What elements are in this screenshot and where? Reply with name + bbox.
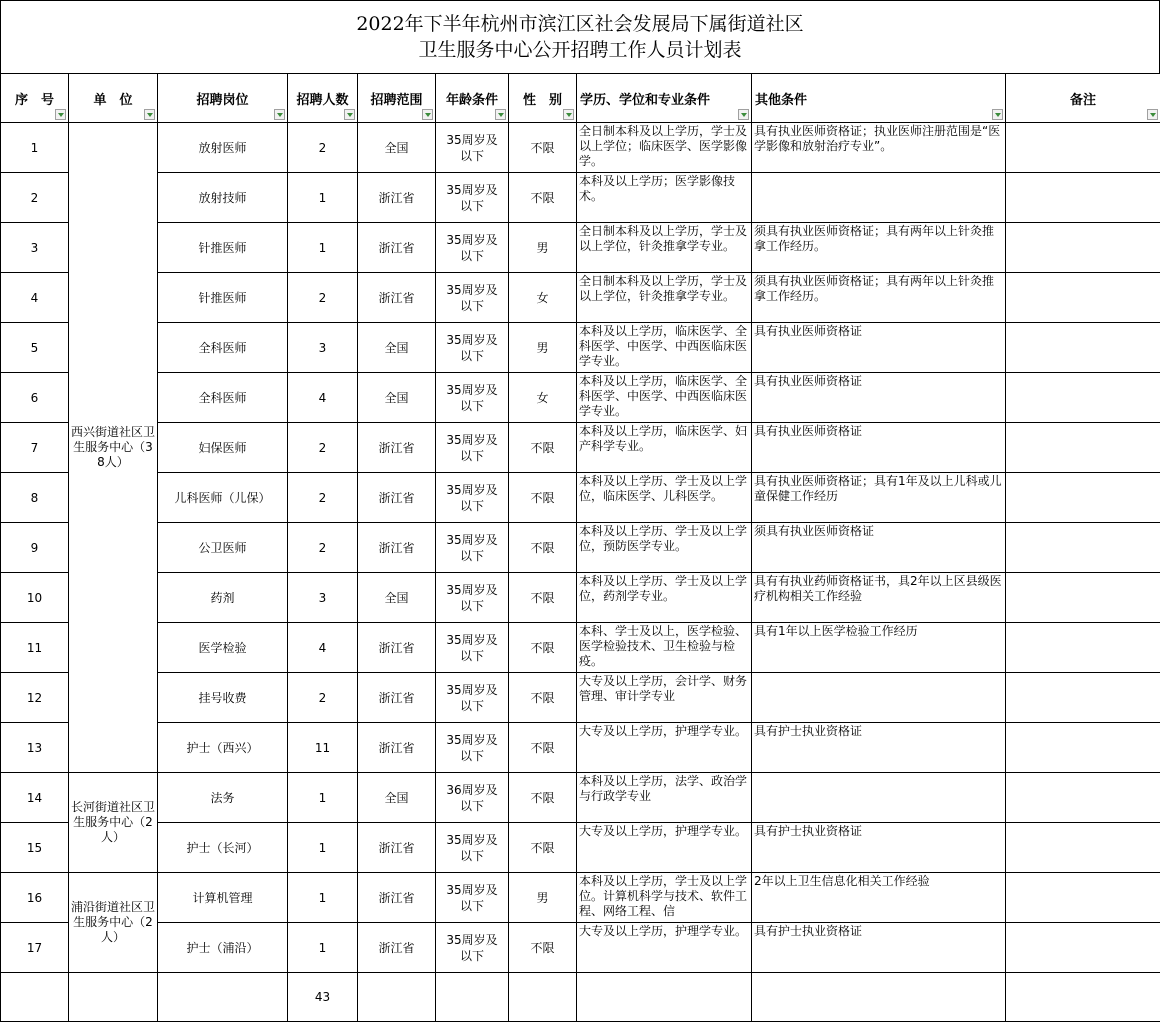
gender-cell[interactable]: 不限 [509, 823, 577, 873]
post-cell[interactable]: 公卫医师 [158, 523, 288, 573]
other-conditions-cell[interactable]: 须具有执业医师资格证；具有两年以上针灸推拿工作经历。 [752, 273, 1006, 323]
gender-cell[interactable]: 不限 [509, 723, 577, 773]
scope-cell[interactable]: 全国 [358, 773, 436, 823]
other-conditions-cell[interactable]: 须具有执业医师资格证 [752, 523, 1006, 573]
row-number[interactable]: 14 [1, 773, 69, 823]
post-cell[interactable]: 计算机管理 [158, 873, 288, 923]
note-cell[interactable] [1006, 273, 1160, 323]
count-cell[interactable]: 2 [288, 473, 358, 523]
table-row [1, 723, 1160, 773]
gender-cell[interactable]: 不限 [509, 123, 577, 173]
education-cell[interactable]: 本科及以上学历，临床医学、全科医学、中医学、中西医临床医学专业。 [577, 323, 752, 373]
age-text: 35周岁及以下 [442, 682, 502, 714]
post-cell[interactable]: 护士（长河） [158, 823, 288, 873]
unit-name: 长河街道社区卫生服务中心（2人） [70, 800, 156, 845]
table-row [1, 773, 1160, 823]
note-cell[interactable] [1006, 573, 1160, 623]
scope-cell[interactable]: 浙江省 [358, 273, 436, 323]
unit-name: 浦沿街道社区卫生服务中心（2人） [70, 900, 156, 945]
filter-dropdown-icon[interactable] [144, 109, 155, 120]
table-row [1, 823, 1160, 873]
post-cell[interactable]: 针推医师 [158, 223, 288, 273]
scope-cell[interactable]: 浙江省 [358, 923, 436, 973]
post-cell[interactable]: 法务 [158, 773, 288, 823]
table-row [1, 923, 1160, 973]
scope-cell[interactable]: 浙江省 [358, 473, 436, 523]
note-cell[interactable] [1006, 773, 1160, 823]
age-text: 35周岁及以下 [442, 332, 502, 364]
education-cell[interactable]: 本科及以上学历、学士及以上学位，预防医学专业。 [577, 523, 752, 573]
age-cell[interactable] [436, 573, 509, 623]
title-line-1: 2022年下半年杭州市滨江区社会发展局下属街道社区 [356, 11, 803, 37]
gender-cell[interactable]: 不限 [509, 773, 577, 823]
filter-dropdown-icon[interactable] [992, 109, 1003, 120]
age-text: 35周岁及以下 [442, 882, 502, 914]
row-number[interactable]: 3 [1, 223, 69, 273]
scope-cell[interactable]: 全国 [358, 323, 436, 373]
age-cell[interactable] [436, 723, 509, 773]
row-number[interactable]: 17 [1, 923, 69, 973]
filter-dropdown-icon[interactable] [1147, 109, 1158, 120]
scope-cell[interactable]: 浙江省 [358, 523, 436, 573]
age-cell[interactable] [436, 773, 509, 823]
header-note: 备注 [1006, 74, 1160, 123]
total-count[interactable]: 43 [288, 973, 358, 1022]
note-cell[interactable] [1006, 423, 1160, 473]
post-cell[interactable]: 全科医师 [158, 323, 288, 373]
table-row [1, 873, 1160, 923]
count-cell[interactable]: 1 [288, 823, 358, 873]
other-conditions-cell[interactable]: 具有执业医师资格证 [752, 423, 1006, 473]
row-number[interactable]: 13 [1, 723, 69, 773]
table-body [1, 123, 1160, 1022]
post-cell[interactable]: 放射技师 [158, 173, 288, 223]
unit-cell[interactable] [69, 123, 158, 773]
other-conditions-cell[interactable]: 具有执业医师资格证；执业医师注册范围是“医学影像和放射治疗专业”。 [752, 123, 1006, 173]
education-cell[interactable]: 全日制本科及以上学历，学士及以上学位，针灸推拿学专业。 [577, 223, 752, 273]
age-cell[interactable] [436, 823, 509, 873]
header-education: 学历、学位和专业条件 [577, 74, 752, 123]
note-cell[interactable] [1006, 823, 1160, 873]
other-conditions-cell[interactable] [752, 773, 1006, 823]
other-conditions-cell[interactable]: 具有执业医师资格证 [752, 323, 1006, 373]
age-text: 35周岁及以下 [442, 182, 502, 214]
other-conditions-cell[interactable]: 具有有执业药师资格证书，具2年以上区县级医疗机构相关工作经验 [752, 573, 1006, 623]
other-conditions-cell[interactable]: 具有1年以上医学检验工作经历 [752, 623, 1006, 673]
other-conditions-cell[interactable]: 具有执业医师资格证 [752, 373, 1006, 423]
table-row [1, 323, 1160, 373]
total-cell[interactable] [752, 973, 1006, 1022]
row-number[interactable]: 12 [1, 673, 69, 723]
age-cell[interactable] [436, 923, 509, 973]
header-gender: 性 别 [509, 74, 577, 123]
gender-cell[interactable]: 男 [509, 873, 577, 923]
count-cell[interactable]: 2 [288, 423, 358, 473]
filter-dropdown-icon[interactable] [495, 109, 506, 120]
count-cell[interactable]: 1 [288, 773, 358, 823]
count-cell[interactable]: 2 [288, 273, 358, 323]
header-scope: 招聘范围 [358, 74, 436, 123]
row-number[interactable]: 2 [1, 173, 69, 223]
gender-cell[interactable]: 男 [509, 223, 577, 273]
scope-cell[interactable]: 浙江省 [358, 723, 436, 773]
table-row [1, 173, 1160, 223]
table-row [1, 423, 1160, 473]
scope-cell[interactable]: 浙江省 [358, 623, 436, 673]
age-text: 35周岁及以下 [442, 932, 502, 964]
age-cell[interactable] [436, 173, 509, 223]
education-cell[interactable]: 本科及以上学历、学士及以上学位，临床医学、儿科医学。 [577, 473, 752, 523]
post-cell[interactable]: 全科医师 [158, 373, 288, 423]
other-conditions-cell[interactable]: 须具有执业医师资格证；具有两年以上针灸推拿工作经历。 [752, 223, 1006, 273]
gender-cell[interactable]: 不限 [509, 923, 577, 973]
education-cell[interactable]: 全日制本科及以上学历，学士及以上学位，针灸推拿学专业。 [577, 273, 752, 323]
note-cell[interactable] [1006, 673, 1160, 723]
age-cell[interactable] [436, 523, 509, 573]
scope-cell[interactable]: 全国 [358, 373, 436, 423]
total-cell[interactable] [509, 973, 577, 1022]
header-row [1, 74, 1160, 123]
education-cell[interactable]: 本科及以上学历；医学影像技术。 [577, 173, 752, 223]
other-conditions-cell[interactable]: 具有护士执业资格证 [752, 823, 1006, 873]
other-conditions-cell[interactable] [752, 673, 1006, 723]
gender-cell[interactable]: 不限 [509, 173, 577, 223]
header-unit: 单 位 [69, 74, 158, 123]
age-text: 35周岁及以下 [442, 132, 502, 164]
age-text: 35周岁及以下 [442, 232, 502, 264]
row-number[interactable]: 8 [1, 473, 69, 523]
age-cell[interactable] [436, 323, 509, 373]
age-cell[interactable] [436, 623, 509, 673]
row-number[interactable]: 10 [1, 573, 69, 623]
note-cell[interactable] [1006, 223, 1160, 273]
note-cell[interactable] [1006, 923, 1160, 973]
age-cell[interactable] [436, 473, 509, 523]
age-text: 35周岁及以下 [442, 282, 502, 314]
table-row [1, 273, 1160, 323]
row-number[interactable]: 7 [1, 423, 69, 473]
count-cell[interactable]: 2 [288, 123, 358, 173]
age-text: 35周岁及以下 [442, 582, 502, 614]
age-text: 35周岁及以下 [442, 832, 502, 864]
other-conditions-cell[interactable] [752, 173, 1006, 223]
filter-dropdown-icon[interactable] [563, 109, 574, 120]
gender-cell[interactable]: 不限 [509, 573, 577, 623]
title-block [0, 0, 1160, 73]
total-cell[interactable] [436, 973, 509, 1022]
education-cell[interactable]: 本科及以上学历、学士及以上学位，药剂学专业。 [577, 573, 752, 623]
post-cell[interactable]: 护士（西兴） [158, 723, 288, 773]
note-cell[interactable] [1006, 473, 1160, 523]
other-conditions-cell[interactable]: 具有护士执业资格证 [752, 723, 1006, 773]
filter-dropdown-icon[interactable] [422, 109, 433, 120]
gender-cell[interactable]: 不限 [509, 523, 577, 573]
age-cell[interactable] [436, 273, 509, 323]
count-cell[interactable]: 11 [288, 723, 358, 773]
post-cell[interactable]: 护士（浦沿） [158, 923, 288, 973]
note-cell[interactable] [1006, 173, 1160, 223]
education-cell[interactable]: 本科及以上学历，临床医学、全科医学、中医学、中西医临床医学专业。 [577, 373, 752, 423]
count-cell[interactable]: 1 [288, 873, 358, 923]
note-cell[interactable] [1006, 873, 1160, 923]
gender-cell[interactable]: 不限 [509, 673, 577, 723]
gender-cell[interactable]: 不限 [509, 623, 577, 673]
age-cell[interactable] [436, 873, 509, 923]
age-cell[interactable] [436, 673, 509, 723]
table-row [1, 523, 1160, 573]
gender-cell[interactable]: 不限 [509, 473, 577, 523]
row-number[interactable]: 1 [1, 123, 69, 173]
scope-cell[interactable]: 浙江省 [358, 673, 436, 723]
scope-cell[interactable]: 全国 [358, 573, 436, 623]
age-text: 35周岁及以下 [442, 532, 502, 564]
header-age: 年龄条件 [436, 74, 509, 123]
note-cell[interactable] [1006, 323, 1160, 373]
other-conditions-cell[interactable]: 具有执业医师资格证；具有1年及以上儿科或儿童保健工作经历 [752, 473, 1006, 523]
count-cell[interactable]: 1 [288, 923, 358, 973]
other-conditions-cell[interactable]: 2年以上卫生信息化相关工作经验 [752, 873, 1006, 923]
age-text: 35周岁及以下 [442, 432, 502, 464]
recruitment-table [0, 73, 1160, 1022]
count-cell[interactable]: 4 [288, 623, 358, 673]
row-number[interactable]: 11 [1, 623, 69, 673]
table-row [1, 473, 1160, 523]
age-cell[interactable] [436, 373, 509, 423]
filter-dropdown-icon[interactable] [55, 109, 66, 120]
other-conditions-cell[interactable]: 具有护士执业资格证 [752, 923, 1006, 973]
post-cell[interactable]: 药剂 [158, 573, 288, 623]
header-no: 序 号 [1, 74, 69, 123]
gender-cell[interactable]: 不限 [509, 423, 577, 473]
education-cell[interactable]: 大专及以上学历，护理学专业。 [577, 923, 752, 973]
gender-cell[interactable]: 女 [509, 373, 577, 423]
count-cell[interactable]: 1 [288, 223, 358, 273]
gender-cell[interactable]: 男 [509, 323, 577, 373]
education-cell[interactable]: 大专及以上学历，会计学、财务管理、审计学专业 [577, 673, 752, 723]
row-number[interactable]: 5 [1, 323, 69, 373]
table-row [1, 673, 1160, 723]
note-cell[interactable] [1006, 123, 1160, 173]
header-count: 招聘人数 [288, 74, 358, 123]
filter-dropdown-icon[interactable] [738, 109, 749, 120]
scope-cell[interactable]: 浙江省 [358, 223, 436, 273]
education-cell[interactable]: 本科及以上学历，学士及以上学位。计算机科学与技术、软件工程、网络工程、信 [577, 873, 752, 923]
row-number[interactable]: 9 [1, 523, 69, 573]
header-post: 招聘岗位 [158, 74, 288, 123]
education-cell[interactable]: 大专及以上学历，护理学专业。 [577, 823, 752, 873]
scope-cell[interactable]: 浙江省 [358, 873, 436, 923]
total-cell[interactable] [1, 973, 69, 1022]
row-number[interactable]: 6 [1, 373, 69, 423]
count-cell[interactable]: 1 [288, 173, 358, 223]
post-cell[interactable]: 妇保医师 [158, 423, 288, 473]
total-cell[interactable] [69, 973, 158, 1022]
filter-dropdown-icon[interactable] [344, 109, 355, 120]
row-number[interactable]: 15 [1, 823, 69, 873]
table-row [1, 223, 1160, 273]
total-cell[interactable] [358, 973, 436, 1022]
unit-cell[interactable] [69, 773, 158, 873]
count-cell[interactable]: 2 [288, 673, 358, 723]
unit-cell[interactable] [69, 873, 158, 973]
filter-dropdown-icon[interactable] [274, 109, 285, 120]
age-text: 35周岁及以下 [442, 732, 502, 764]
total-cell[interactable] [158, 973, 288, 1022]
title-line-2: 卫生服务中心公开招聘工作人员计划表 [418, 37, 741, 63]
education-cell[interactable]: 本科及以上学历，法学、政治学与行政学专业 [577, 773, 752, 823]
post-cell[interactable]: 医学检验 [158, 623, 288, 673]
gender-cell[interactable]: 女 [509, 273, 577, 323]
total-cell[interactable] [1006, 973, 1160, 1022]
note-cell[interactable] [1006, 523, 1160, 573]
header-other: 其他条件 [752, 74, 1006, 123]
row-number[interactable]: 4 [1, 273, 69, 323]
table-row [1, 373, 1160, 423]
post-cell[interactable]: 挂号收费 [158, 673, 288, 723]
count-cell[interactable]: 3 [288, 323, 358, 373]
post-cell[interactable]: 针推医师 [158, 273, 288, 323]
post-cell[interactable]: 儿科医师（儿保） [158, 473, 288, 523]
count-cell[interactable]: 4 [288, 373, 358, 423]
education-cell[interactable]: 大专及以上学历，护理学专业。 [577, 723, 752, 773]
post-cell[interactable]: 放射医师 [158, 123, 288, 173]
age-cell[interactable] [436, 123, 509, 173]
age-cell[interactable] [436, 223, 509, 273]
age-cell[interactable] [436, 423, 509, 473]
note-cell[interactable] [1006, 623, 1160, 673]
count-cell[interactable]: 2 [288, 523, 358, 573]
row-number[interactable]: 16 [1, 873, 69, 923]
education-cell[interactable]: 本科、学士及以上，医学检验、医学检验技术、卫生检验与检疫。 [577, 623, 752, 673]
total-row [1, 973, 1160, 1022]
scope-cell[interactable]: 全国 [358, 123, 436, 173]
age-text: 35周岁及以下 [442, 632, 502, 664]
scope-cell[interactable]: 浙江省 [358, 823, 436, 873]
unit-name: 西兴街道社区卫生服务中心（38人） [70, 425, 156, 470]
education-cell[interactable]: 全日制本科及以上学历，学士及以上学位；临床医学、医学影像学。 [577, 123, 752, 173]
table-row [1, 123, 1160, 173]
scope-cell[interactable]: 浙江省 [358, 423, 436, 473]
note-cell[interactable] [1006, 373, 1160, 423]
age-text: 35周岁及以下 [442, 482, 502, 514]
note-cell[interactable] [1006, 723, 1160, 773]
age-text: 36周岁及以下 [442, 782, 502, 814]
scope-cell[interactable]: 浙江省 [358, 173, 436, 223]
table-row [1, 573, 1160, 623]
age-text: 35周岁及以下 [442, 382, 502, 414]
table-row [1, 623, 1160, 673]
total-cell[interactable] [577, 973, 752, 1022]
education-cell[interactable]: 本科及以上学历，临床医学、妇产科学专业。 [577, 423, 752, 473]
count-cell[interactable]: 3 [288, 573, 358, 623]
